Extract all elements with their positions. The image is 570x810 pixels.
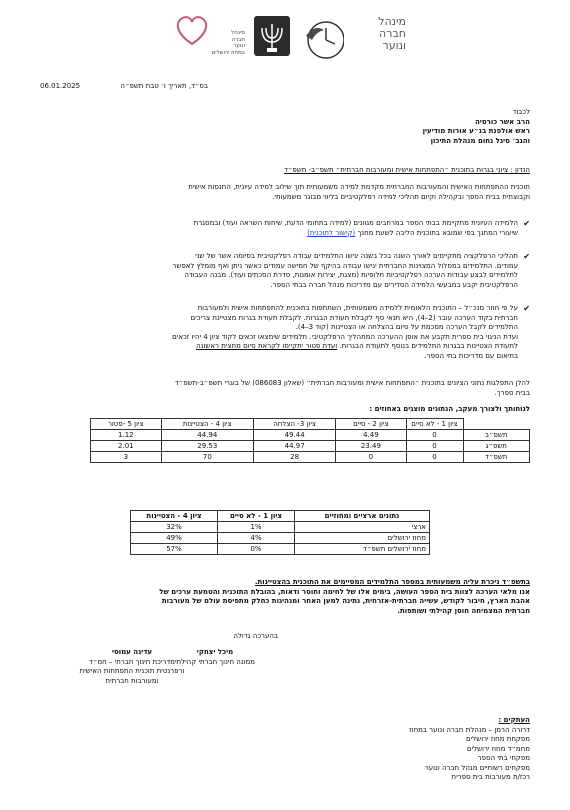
state-emblem [252, 14, 292, 62]
heart-icon [175, 14, 209, 46]
table-row [131, 533, 430, 544]
table-header-cell: ציון 3- הצלחה [253, 419, 335, 430]
table-row [91, 430, 530, 441]
checkmark-icon: ✔ [523, 219, 530, 228]
bullet-learning-line1: הלמידה העיונית מתקיימת בבתי הספר במרחבים מגוונים (למידה בתחומי הדעת, שיחות השראה ועוד) ובמסגרת [193, 219, 518, 227]
table1-caption: לנוחותך ולצורך מעקב, הנתונים מוצגים באחוזים : [369, 405, 530, 413]
bullet-circular-line3: התלמידים לקבל הערכה מסכמת על סיום בהצלחה או הצטיינות (קוד 3–4). [295, 323, 518, 331]
district-logo-line3: ונוער [233, 43, 245, 49]
table-cell: 44.94 [161, 430, 253, 441]
signer-2-role-2: ורפרנטית תוכנית התפתחות האישית [79, 667, 185, 675]
table-cell-year: תשפ״ב [463, 430, 530, 441]
checkmark-icon: ✔ [523, 304, 530, 313]
summary-line1: להלן התפלגות נתוני הציונים בתוכנית ״התפתחות אישית ומעורבות חברתית״ (שאלון 086083) של בוגרי תשפ״ב-תשפ״ד [174, 379, 530, 387]
table-cell: ארצי [295, 522, 430, 533]
national-district-table [130, 510, 430, 555]
table-header-cell: ציון 4 - הצטיינות [131, 511, 218, 522]
bullet-reflection-line3: לתלמידים לבצע עבודות הערכה רפלקטיביות חלופיות (מצגת, יצירות אומנות, סדרת הסכתים ועוד). מבנה העבודה [184, 271, 518, 279]
bullet-reflection-line4: הרפלקטיבית יקבע במבעשי הלמידה הסדירים עם מדריכות מנהל חברה בבתי הספר. [270, 280, 518, 289]
signer-1-name: מיכל יצחקי [196, 648, 234, 656]
table-cell: 49% [131, 533, 218, 544]
bullet-learning-line2: שיעורי המחנך בפי שמובא בתוכנית הליבה לשעת מחנך [357, 228, 518, 237]
bullet-learning [40, 219, 518, 238]
table-header-cell [463, 419, 530, 430]
addressee-block [423, 108, 530, 146]
bullet-circular-line2: חברתית בקוד הערכה עובר (2–4), היא תנאי סף לקבלת תעודת הבגרות. לקבלת תעודת בגרות מצטיינת צריכים [190, 313, 518, 322]
table-cell: 0 [406, 441, 463, 452]
bullet-circular-line1: על פי חוזר מנכ״ל – התוכנית הלאומית ללמידה משמעותית, השתתפות בתוכנית להתפתחות אישית ולמעורבות [197, 304, 518, 312]
ministry-logo [300, 14, 410, 62]
regards: בהערכה גדולה [233, 632, 278, 640]
table-cell: 70 [161, 452, 253, 463]
addressee-to: לכבוד [512, 108, 530, 116]
checkmark-icon: ✔ [523, 252, 530, 261]
menorah-emblem-icon [252, 14, 292, 62]
table-cell: מחוז ירושלים תשפ״ד [295, 544, 430, 555]
bullet-reflection [40, 252, 518, 290]
closing-line4: חברתית המצמיחה חוסן קהילתי ושותפות. [397, 606, 530, 615]
bullet-circular-line6: בתיאום עם מדריכות בתי הספר. [424, 351, 518, 360]
signer-2-role-1: מדריכת חינוך חברתי – חמ״ד [89, 657, 175, 666]
copy-recipient: מפקחת מחוז ירושלים [466, 735, 530, 743]
ministry-logo-line3: ונוער [382, 39, 406, 52]
subject-line: הנדון : ציוני בגרות בתוכנית ״התפתחות אישית ומעורבות חברתית״ תשפ״ב- תשפ״ד [284, 166, 530, 174]
copies-block [409, 716, 530, 783]
intro-line-2: וקבוצתית בבית הספר ובקהילה וקיום תהליכי למידה רפלקטיביים בליווי מבוגר משמעותי. [272, 192, 530, 201]
table-cell: 28 [253, 452, 335, 463]
table-cell: 0% [218, 544, 295, 555]
copies-title: העתקים : [498, 716, 530, 724]
copy-recipient: דרורה הרמן – מנהלת חברה ונוער במחוז [409, 725, 530, 734]
table-header-cell: ציון 4 - הצטיינות [161, 419, 253, 430]
intro-line-1: תוכנית ההתפתחות האישית והמעורבות החברתית מקדמת למידה משמעותית תוך שילוב למידה עיונית, התנסות אישית [188, 183, 530, 191]
ministry-logo-line2: חברה [379, 27, 406, 40]
bullet-reflection-line2: עמודים. התלמידים במסלול המצוינות החברתית יגישו עבודה בהיקף של חמישה עמודים כאשר ניתן ואף מומלץ לאפשר [172, 261, 518, 270]
copy-recipient: מחמ״ד מחוז ירושלים [466, 744, 530, 753]
table-cell: 3 [91, 452, 162, 463]
table-header-cell: ציון 1 - לא סיים [218, 511, 295, 522]
table-header-cell: ציון 2 - סיים [336, 419, 406, 430]
table-cell: 44.97 [253, 441, 335, 452]
table-header-cell: ציון 5 -פטור [91, 419, 162, 430]
table-row [131, 522, 430, 533]
table-cell: 49.44 [253, 430, 335, 441]
table-row [91, 441, 530, 452]
gregorian-date: 06.01.2025 [40, 82, 81, 90]
table-row [91, 452, 530, 463]
summary-paragraph [40, 379, 530, 398]
signer-1-role: ממונה חינוך חברתי קהילתי [174, 657, 256, 666]
table-cell: 32% [131, 522, 218, 533]
closing-line1: בתשפ״ד ניכרת עליה משמעותית במספר התלמידים המסיימים את התוכנית בהצטיינות. [254, 578, 530, 586]
dove-clock-icon [302, 16, 344, 62]
table-cell: 4.49 [336, 430, 406, 441]
copy-recipient: רכז/ת מעורבות בית ספרית [451, 773, 530, 781]
signature-2 [62, 648, 202, 686]
table-cell: 29.53 [161, 441, 253, 452]
copy-recipient: מפקחים רשותיים מנהל חברה ונוער [424, 763, 530, 772]
table-cell-year: תשפ״ד [463, 452, 530, 463]
table-header-row [131, 511, 430, 522]
exemption-committee: ועדת פטור יתקיימו לקראת סיום מחצית ראשונה [196, 342, 338, 350]
table-cell: 23.49 [336, 441, 406, 452]
signer-2-role-3: ומעורבות חברתית [105, 676, 159, 685]
curriculum-link[interactable]: (קישור לתוכנית) [307, 228, 356, 237]
table-cell: 0 [406, 452, 463, 463]
table-cell: 1% [218, 522, 295, 533]
table-header-row [91, 419, 530, 430]
table-cell-year: תשפ״ג [463, 441, 530, 452]
bullet-circular-line4: ועדת הניגוי בית ספרית תקבע את אופן ההערכה המתהליך הרפלקטיבי. תלמידים שימצאו זכאים לקוד ציון 4 יהיו זכאים [172, 332, 518, 341]
district-logo-line2: חברה [231, 36, 245, 43]
table-cell: 1.12 [91, 430, 162, 441]
addressee-name: הרב אשר כורסיה [475, 117, 530, 126]
district-logo-line4: במחוז ירושלים [211, 49, 245, 56]
district-logo-line1: מינהל [231, 30, 245, 36]
table-header-cell: ציון 1 - לא סיים [406, 419, 463, 430]
bullet-circular [40, 304, 518, 361]
addressee-cc: והגב׳ סיגל נחום מנהלת התיכון [430, 136, 530, 145]
copy-recipient: מפקחי בתי הספר [477, 754, 530, 762]
table-cell: 0 [336, 452, 406, 463]
intro-paragraph [40, 183, 530, 202]
table-header-cell: נתונים ארציים ומחוזיים [295, 511, 430, 522]
table-cell: 2.01 [91, 441, 162, 452]
table-cell: מחוז ירושלים [295, 533, 430, 544]
table-row [131, 544, 430, 555]
signer-2-name: עדינה עמוסי [111, 648, 153, 656]
table-cell: 57% [131, 544, 218, 555]
table-cell: 0 [406, 430, 463, 441]
addressee-role: ראש אולפנת בנ״ע אורות מודיעין [422, 127, 530, 135]
closing-paragraph [40, 578, 530, 616]
table-cell: 4% [218, 533, 295, 544]
bullet-circular-line5: לתעודת הצטיינות בבגרות התלמידים בנוסף לתעודת הבגרות. [339, 342, 518, 350]
closing-line3: אהבת הארץ, חיבור לקודש, עשייה חברתית-אזרחית, נתינה למען האחר ומנהיגות כחלק מתפיסת עולם של מעורבות [161, 597, 530, 605]
hebrew-date: בס״ד, תאריך ו׳ טבת תשפ״ה [120, 82, 208, 90]
ministry-logo-line1: מינהל [378, 15, 406, 28]
closing-line2: אנו מלאי הערכה לצוות בית הספר העושה, בימים אלו של לחימה וחוסר ודאות, בהובלת התוכנית והטמעת ערכים של [159, 587, 530, 596]
summary-line2: בבית ספרך. [494, 388, 530, 397]
bullet-reflection-line1: תהליכי הרפלקציה מתקיימים לאורך השנה בכל בשנה יגישו התלמידים עבודה רפלקטיבית בסיומה אשר של שני [195, 252, 518, 260]
grades-by-year-table [90, 418, 530, 463]
district-logo [175, 14, 245, 64]
